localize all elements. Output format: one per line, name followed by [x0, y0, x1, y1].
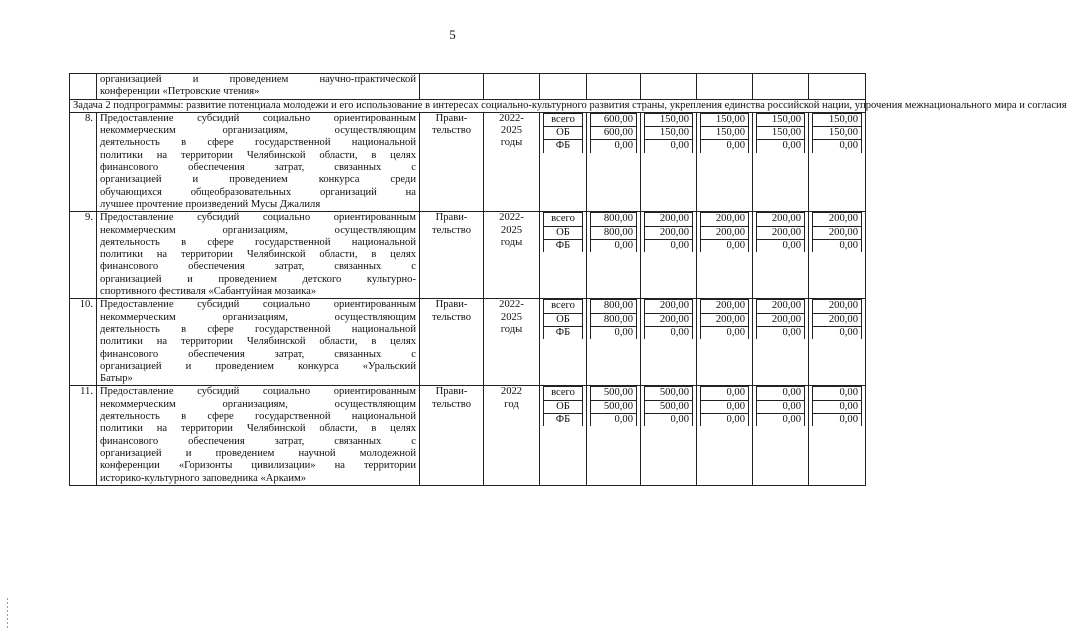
funding-value: 0,00: [757, 326, 805, 339]
funding-value-column: [753, 299, 809, 386]
description-line: организацией и проведением научно-практической: [100, 74, 416, 85]
funding-value: 0,00: [645, 239, 693, 252]
funding-value: 200,00: [813, 226, 862, 239]
funding-value: 200,00: [757, 300, 805, 313]
description-line: историко-культурного заповедника «Аркаим»: [100, 472, 307, 484]
funding-value: 0,00: [701, 387, 749, 400]
description-line: финансового обеспечения затрат, связанных с: [100, 162, 416, 174]
funding-source: ОБ: [544, 400, 583, 413]
funding-value: 0,00: [757, 387, 805, 400]
funding-source-column: [540, 299, 587, 386]
table-row: [70, 112, 866, 211]
funding-value: 200,00: [701, 300, 749, 313]
description-line: спортивного фестиваля «Сабантуйная мозаика»: [100, 286, 317, 298]
funding-value: 800,00: [591, 300, 637, 313]
funding-value: 500,00: [591, 387, 637, 400]
description-line: организацией и проведением конкурса «Уральский: [100, 360, 416, 372]
description-line: деятельность в сфере государственной национальной: [100, 323, 416, 335]
description-line: Предоставление субсидий социально ориентированным: [100, 299, 416, 311]
funding-value: 0,00: [701, 400, 749, 413]
funding-value: 500,00: [645, 400, 693, 413]
funding-value: 0,00: [813, 140, 862, 153]
task-header: Задача 2 подпрограммы: развитие потенциала молодежи и его использование в интересах социально-культурного развития страны, укрепления единства российской нации, упрочения межнационального мира и согласия: [70, 99, 866, 112]
funding-value: 0,00: [813, 414, 862, 427]
description-line: Предоставление субсидий социально ориентированным: [100, 112, 416, 124]
period-line: годы: [500, 323, 523, 335]
funding-value: 200,00: [645, 300, 693, 313]
funding-value-column: [697, 212, 753, 299]
funding-value-column: [587, 112, 641, 211]
funding-value-column: [809, 112, 866, 211]
activity-description: [97, 386, 420, 485]
table-row: [70, 212, 866, 299]
row-number: 9.: [70, 212, 97, 299]
empty-cell: [641, 74, 697, 100]
empty-cell: [420, 74, 484, 100]
funding-source: ФБ: [544, 140, 583, 153]
period: [484, 386, 540, 485]
funding-value-column: [753, 112, 809, 211]
funding-source: ФБ: [544, 239, 583, 252]
period-line: 2025: [500, 125, 523, 137]
funding-value: 0,00: [813, 239, 862, 252]
funding-value: 0,00: [757, 414, 805, 427]
empty-cell: [540, 74, 587, 100]
funding-source: ОБ: [544, 127, 583, 140]
description-line: организацией и проведением детского культурно-: [100, 273, 416, 285]
funding-value: 150,00: [757, 127, 805, 140]
executor-line: тельство: [431, 311, 471, 323]
funding-value: 0,00: [645, 326, 693, 339]
activity-description: [97, 299, 420, 386]
funding-source-column: [540, 112, 587, 211]
funding-value-column: [697, 112, 753, 211]
scan-margin-mark: [7, 598, 8, 628]
description-line: политики на территории Челябинской области, в целях: [100, 336, 416, 348]
empty-cell: [753, 74, 809, 100]
funding-source-column: [540, 386, 587, 485]
funding-value: 500,00: [591, 400, 637, 413]
funding-source: ФБ: [544, 326, 583, 339]
page-number: 5: [449, 27, 456, 42]
funding-source-column: [540, 212, 587, 299]
period-line: год: [504, 398, 519, 410]
funding-value-column: [587, 386, 641, 485]
funding-value-column: [587, 299, 641, 386]
description-line: финансового обеспечения затрат, связанных с: [100, 261, 416, 273]
executor-line: Прави-: [435, 386, 468, 398]
period-line: годы: [500, 236, 523, 248]
activity-description: [97, 74, 420, 100]
funding-value-column: [809, 299, 866, 386]
description-line: Предоставление субсидий социально ориентированным: [100, 386, 416, 398]
description-line: политики на территории Челябинской области, в целях: [100, 249, 416, 261]
executor-line: тельство: [431, 398, 471, 410]
period: [484, 112, 540, 211]
description-line: деятельность в сфере государственной национальной: [100, 236, 416, 248]
description-line: некоммерческим организациям, осуществляющим: [100, 311, 416, 323]
period-line: 2025: [500, 311, 523, 323]
funding-source: ФБ: [544, 414, 583, 427]
funding-value: 150,00: [757, 113, 805, 126]
funding-value: 200,00: [701, 213, 749, 226]
funding-value: 0,00: [757, 140, 805, 153]
table-row: [70, 299, 866, 386]
row-number: 11.: [70, 386, 97, 485]
funding-value-column: [753, 212, 809, 299]
funding-value: 800,00: [591, 226, 637, 239]
executor-line: Прави-: [435, 212, 468, 224]
funding-value-column: [641, 112, 697, 211]
description-line: некоммерческим организациям, осуществляющим: [100, 125, 416, 137]
funding-value: 0,00: [757, 400, 805, 413]
funding-value-column: [641, 299, 697, 386]
task-header-row: [70, 99, 866, 112]
executor: [420, 299, 484, 386]
description-line: финансового обеспечения затрат, связанных с: [100, 435, 416, 447]
funding-source: всего: [544, 113, 583, 126]
description-line: организацией и проведением научной молодежной: [100, 447, 416, 459]
period-line: 2022: [500, 386, 523, 398]
description-line: организацией и проведением конкурса среди: [100, 174, 416, 186]
program-table: [69, 73, 1067, 486]
funding-value: 200,00: [813, 213, 862, 226]
description-line: конференции «Горизонты цивилизации» на территории: [100, 460, 416, 472]
funding-value: 200,00: [645, 313, 693, 326]
table-row: [70, 74, 866, 100]
funding-value-column: [809, 386, 866, 485]
description-line: Батыр»: [100, 373, 133, 385]
funding-source: всего: [544, 213, 583, 226]
funding-value: 150,00: [701, 127, 749, 140]
funding-value: 200,00: [645, 213, 693, 226]
funding-value: 200,00: [757, 313, 805, 326]
funding-value: 200,00: [645, 226, 693, 239]
funding-source: всего: [544, 387, 583, 400]
description-line: некоммерческим организациям, осуществляющим: [100, 224, 416, 236]
funding-value-column: [641, 212, 697, 299]
activity-description: [97, 112, 420, 211]
funding-value: 800,00: [591, 313, 637, 326]
funding-value: 150,00: [645, 113, 693, 126]
funding-value: 0,00: [813, 326, 862, 339]
funding-value-column: [809, 212, 866, 299]
empty-cell: [484, 74, 540, 100]
funding-value: 0,00: [645, 414, 693, 427]
funding-value: 150,00: [701, 113, 749, 126]
description-line: конференции «Петровские чтения»: [100, 86, 260, 98]
description-line: деятельность в сфере государственной национальной: [100, 411, 416, 423]
empty-cell: [809, 74, 866, 100]
executor-line: Прави-: [435, 112, 468, 124]
period-line: 2022-: [499, 112, 524, 124]
description-line: Предоставление субсидий социально ориентированным: [100, 212, 416, 224]
funding-value: 0,00: [591, 326, 637, 339]
description-line: лучшее прочтение произведений Мусы Джалиля: [100, 198, 321, 210]
description-line: политики на территории Челябинской области, в целях: [100, 423, 416, 435]
executor-line: Прави-: [435, 299, 468, 311]
funding-value: 200,00: [757, 213, 805, 226]
funding-source: ОБ: [544, 313, 583, 326]
funding-value: 0,00: [813, 400, 862, 413]
row-number: 8.: [70, 112, 97, 211]
executor-line: тельство: [431, 224, 471, 236]
funding-source: всего: [544, 300, 583, 313]
funding-value: 200,00: [701, 226, 749, 239]
funding-value: 150,00: [813, 113, 862, 126]
funding-value-column: [753, 386, 809, 485]
funding-value: 200,00: [813, 313, 862, 326]
description-line: финансового обеспечения затрат, связанных с: [100, 348, 416, 360]
executor: [420, 112, 484, 211]
funding-value-column: [587, 212, 641, 299]
description-line: политики на территории Челябинской области, в целях: [100, 149, 416, 161]
activity-description: [97, 212, 420, 299]
funding-source: ОБ: [544, 226, 583, 239]
funding-value: 0,00: [701, 414, 749, 427]
period-line: 2022-: [499, 212, 524, 224]
period-line: годы: [500, 137, 523, 149]
funding-value: 150,00: [645, 127, 693, 140]
funding-value: 200,00: [701, 313, 749, 326]
period-line: 2022-: [499, 299, 524, 311]
funding-value: 0,00: [701, 326, 749, 339]
funding-value: 500,00: [645, 387, 693, 400]
executor: [420, 212, 484, 299]
funding-value-column: [641, 386, 697, 485]
funding-value: 0,00: [813, 387, 862, 400]
funding-value: 800,00: [591, 213, 637, 226]
funding-value: 0,00: [645, 140, 693, 153]
funding-value: 600,00: [591, 127, 637, 140]
period-line: 2025: [500, 224, 523, 236]
description-line: обучающихся общеобразовательных организаций на: [100, 186, 416, 198]
empty-cell: [697, 74, 753, 100]
funding-value: 0,00: [757, 239, 805, 252]
empty-cell: [587, 74, 641, 100]
funding-value: 200,00: [757, 226, 805, 239]
row-number: [70, 74, 97, 100]
period: [484, 212, 540, 299]
funding-value: 0,00: [591, 140, 637, 153]
funding-value: 0,00: [591, 239, 637, 252]
funding-value: 0,00: [591, 414, 637, 427]
funding-value: 200,00: [813, 300, 862, 313]
description-line: деятельность в сфере государственной национальной: [100, 137, 416, 149]
row-number: 10.: [70, 299, 97, 386]
executor-line: тельство: [431, 125, 471, 137]
funding-value: 0,00: [701, 140, 749, 153]
table-row: [70, 386, 866, 485]
funding-value-column: [697, 386, 753, 485]
description-line: некоммерческим организациям, осуществляющим: [100, 398, 416, 410]
funding-value: 150,00: [813, 127, 862, 140]
funding-value-column: [697, 299, 753, 386]
period: [484, 299, 540, 386]
funding-value: 0,00: [701, 239, 749, 252]
funding-value: 600,00: [591, 113, 637, 126]
executor: [420, 386, 484, 485]
